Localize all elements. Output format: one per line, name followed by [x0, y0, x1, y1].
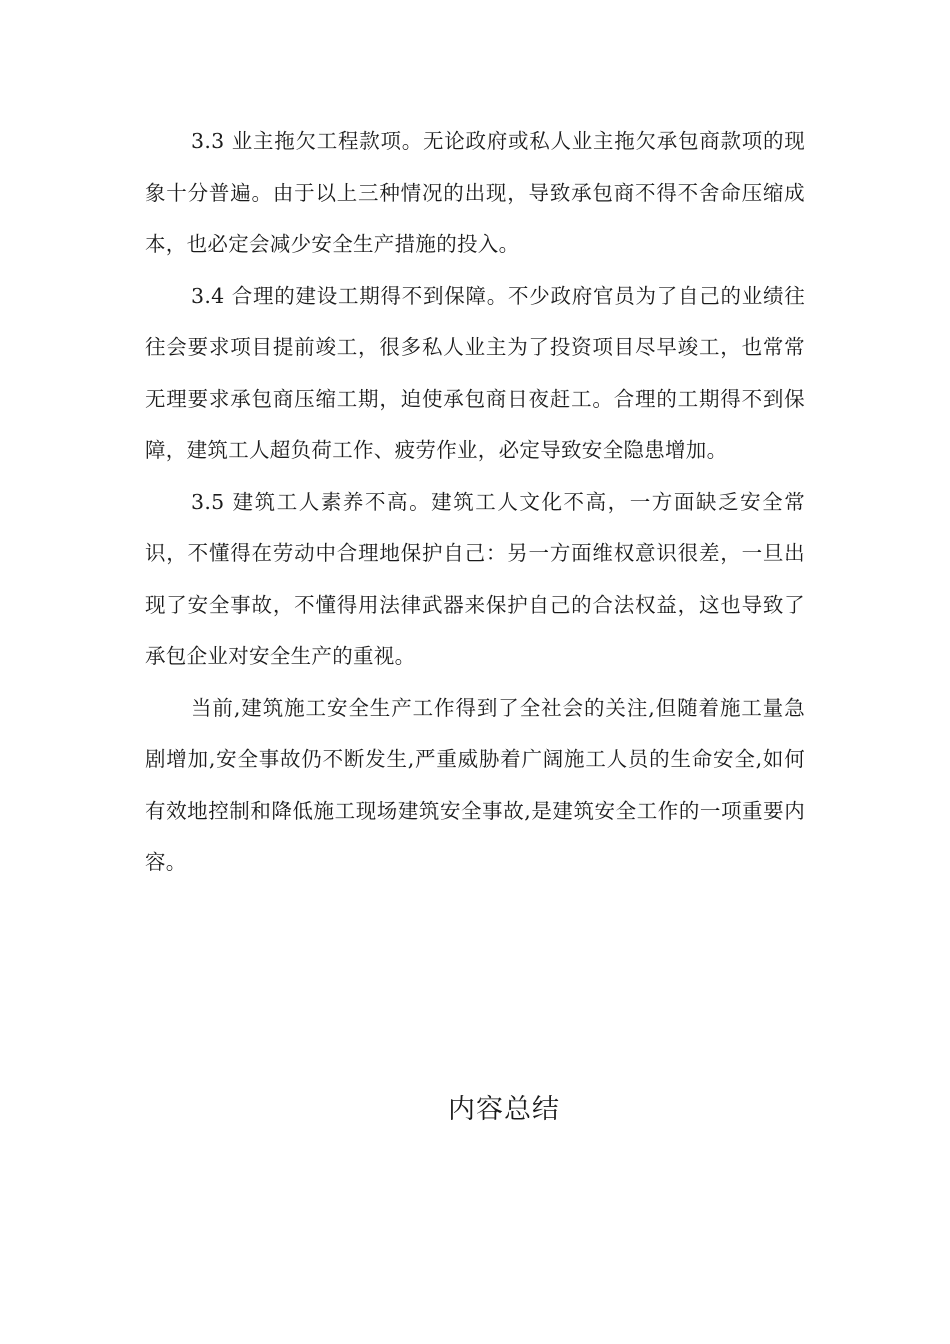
paragraph-3-4: 3.4 合理的建设工期得不到保障。不少政府官员为了自己的业绩往往会要求项目提前竣工，很多私人业主为了投资项目尽早竣工，也常常无理要求承包商压缩工期，迫使承包商日夜赶工。合理的工期得不到保障，建筑工人超负荷工作、疲劳作业，必定导致安全隐患增加。: [145, 283, 805, 462]
body-text: [145, 116, 805, 889]
paragraph-3-5: 3.5 建筑工人素养不高。建筑工人文化不高，一方面缺乏安全常识，不懂得在劳动中合理地保护自己：另一方面维权意识很差，一旦出现了安全事故，不懂得用法律武器来保护自己的合法权益，这也导致了承包企业对安全生产的重视。: [145, 489, 805, 668]
paragraph-3-3: 3.3 业主拖欠工程款项。无论政府或私人业主拖欠承包商款项的现象十分普遍。由于以上三种情况的出现，导致承包商不得不舍命压缩成本，也必定会减少安全生产措施的投入。: [145, 129, 805, 256]
paragraph-current-situation: 当前,建筑施工安全生产工作得到了全社会的关注,但随着施工量急剧增加,安全事故仍不断发生,严重威胁着广阔施工人员的生命安全,如何有效地控制和降低施工现场建筑安全事故,是建筑安全工作的一项重要内容。: [145, 695, 805, 874]
section-title: 内容总结: [448, 1094, 560, 1125]
